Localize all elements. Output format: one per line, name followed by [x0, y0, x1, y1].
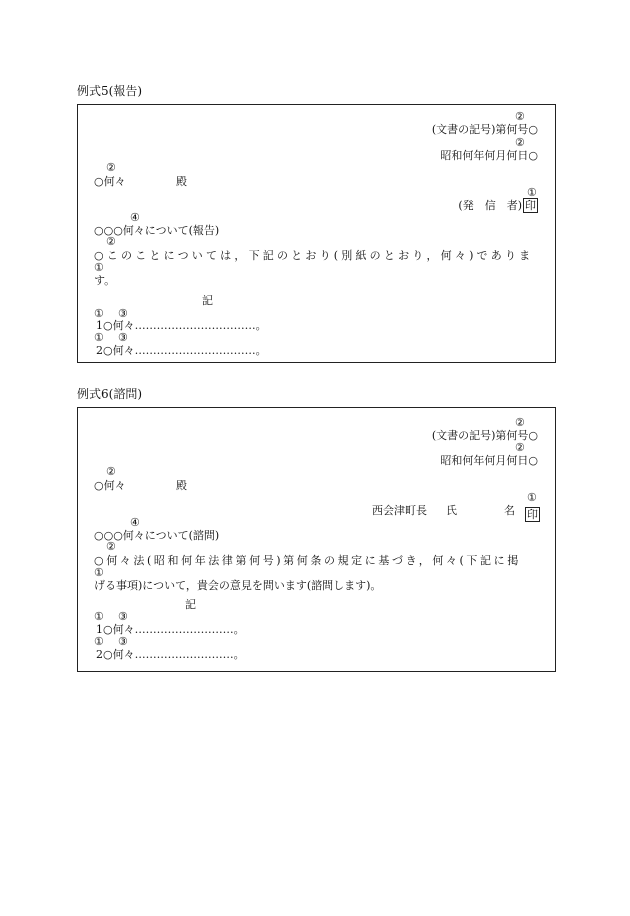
form5-recipient: ○何々 [94, 175, 126, 188]
form6-seal-wrap [524, 503, 540, 522]
marker-one: ① [94, 566, 104, 579]
form5-honorific: 殿 [176, 175, 187, 188]
form6-item1: 1○何々………………………。 [96, 623, 245, 636]
marker-one: ① [94, 261, 104, 274]
marker-four: ④ [130, 211, 140, 224]
marker-two: ② [106, 235, 116, 248]
form5-body-line1: ○このことについては，下記のとおり(別紙のとおり，何々)でありま [94, 249, 534, 262]
form5-body-line2: す。 [94, 274, 116, 287]
marker-one: ① [527, 186, 537, 199]
form6-caption: 例式6(諮問) [77, 387, 142, 401]
marker-two: ② [515, 441, 525, 454]
marker-one: ① [527, 491, 537, 504]
form6-recipient: ○何々 [94, 479, 126, 492]
marker-two: ② [515, 136, 525, 149]
form5-subject: ○○○何々について(報告) [94, 224, 220, 237]
form5-ki: 記 [202, 294, 213, 307]
form6-doc-number: (文書の記号)第何号○ [431, 429, 538, 442]
form6-body-line1: ○何々法(昭和何年法律第何号)第何条の規定に基づき，何々(下記に掲 [94, 554, 521, 567]
marker-one: ① [94, 331, 104, 344]
form6-name-label-2: 名 [504, 504, 515, 517]
form5-caption: 例式5(報告) [77, 84, 142, 98]
marker-two: ② [106, 161, 116, 174]
form5-doc-number: (文書の記号)第何号○ [431, 123, 538, 136]
marker-three: ③ [118, 635, 128, 648]
form5-sender-label: (発 信 者) [458, 199, 522, 212]
marker-two: ② [106, 540, 116, 553]
marker-two: ② [515, 416, 525, 429]
form6-name-label-1: 氏 [446, 504, 457, 517]
form6-ki: 記 [185, 598, 196, 611]
marker-three: ③ [118, 610, 128, 623]
marker-one: ① [94, 635, 104, 648]
form5-sender-row [458, 198, 538, 213]
seal-stamp: 印 [525, 199, 536, 212]
form6-subject: ○○○何々について(諮問) [94, 529, 220, 542]
marker-two: ② [515, 110, 525, 123]
seal-stamp: 印 [527, 508, 538, 521]
form5-item1: 1○何々……………………………。 [96, 319, 267, 332]
form5-date: 昭和何年何月何日○ [440, 149, 538, 162]
form6-sender-title: 西会津町長 [372, 504, 427, 517]
marker-three: ③ [118, 307, 128, 320]
form5-item2: 2○何々……………………………。 [96, 344, 267, 357]
marker-one: ① [94, 307, 104, 320]
marker-two: ② [106, 465, 116, 478]
form6-box [77, 407, 556, 672]
form6-honorific: 殿 [176, 479, 187, 492]
form6-date: 昭和何年何月何日○ [440, 454, 538, 467]
form5-box [77, 104, 556, 363]
form6-item2: 2○何々………………………。 [96, 648, 245, 661]
form6-body-line2: げる事項)について，貴会の意見を問います(諮問します)。 [94, 579, 382, 592]
marker-four: ④ [130, 516, 140, 529]
marker-one: ① [94, 610, 104, 623]
marker-three: ③ [118, 331, 128, 344]
